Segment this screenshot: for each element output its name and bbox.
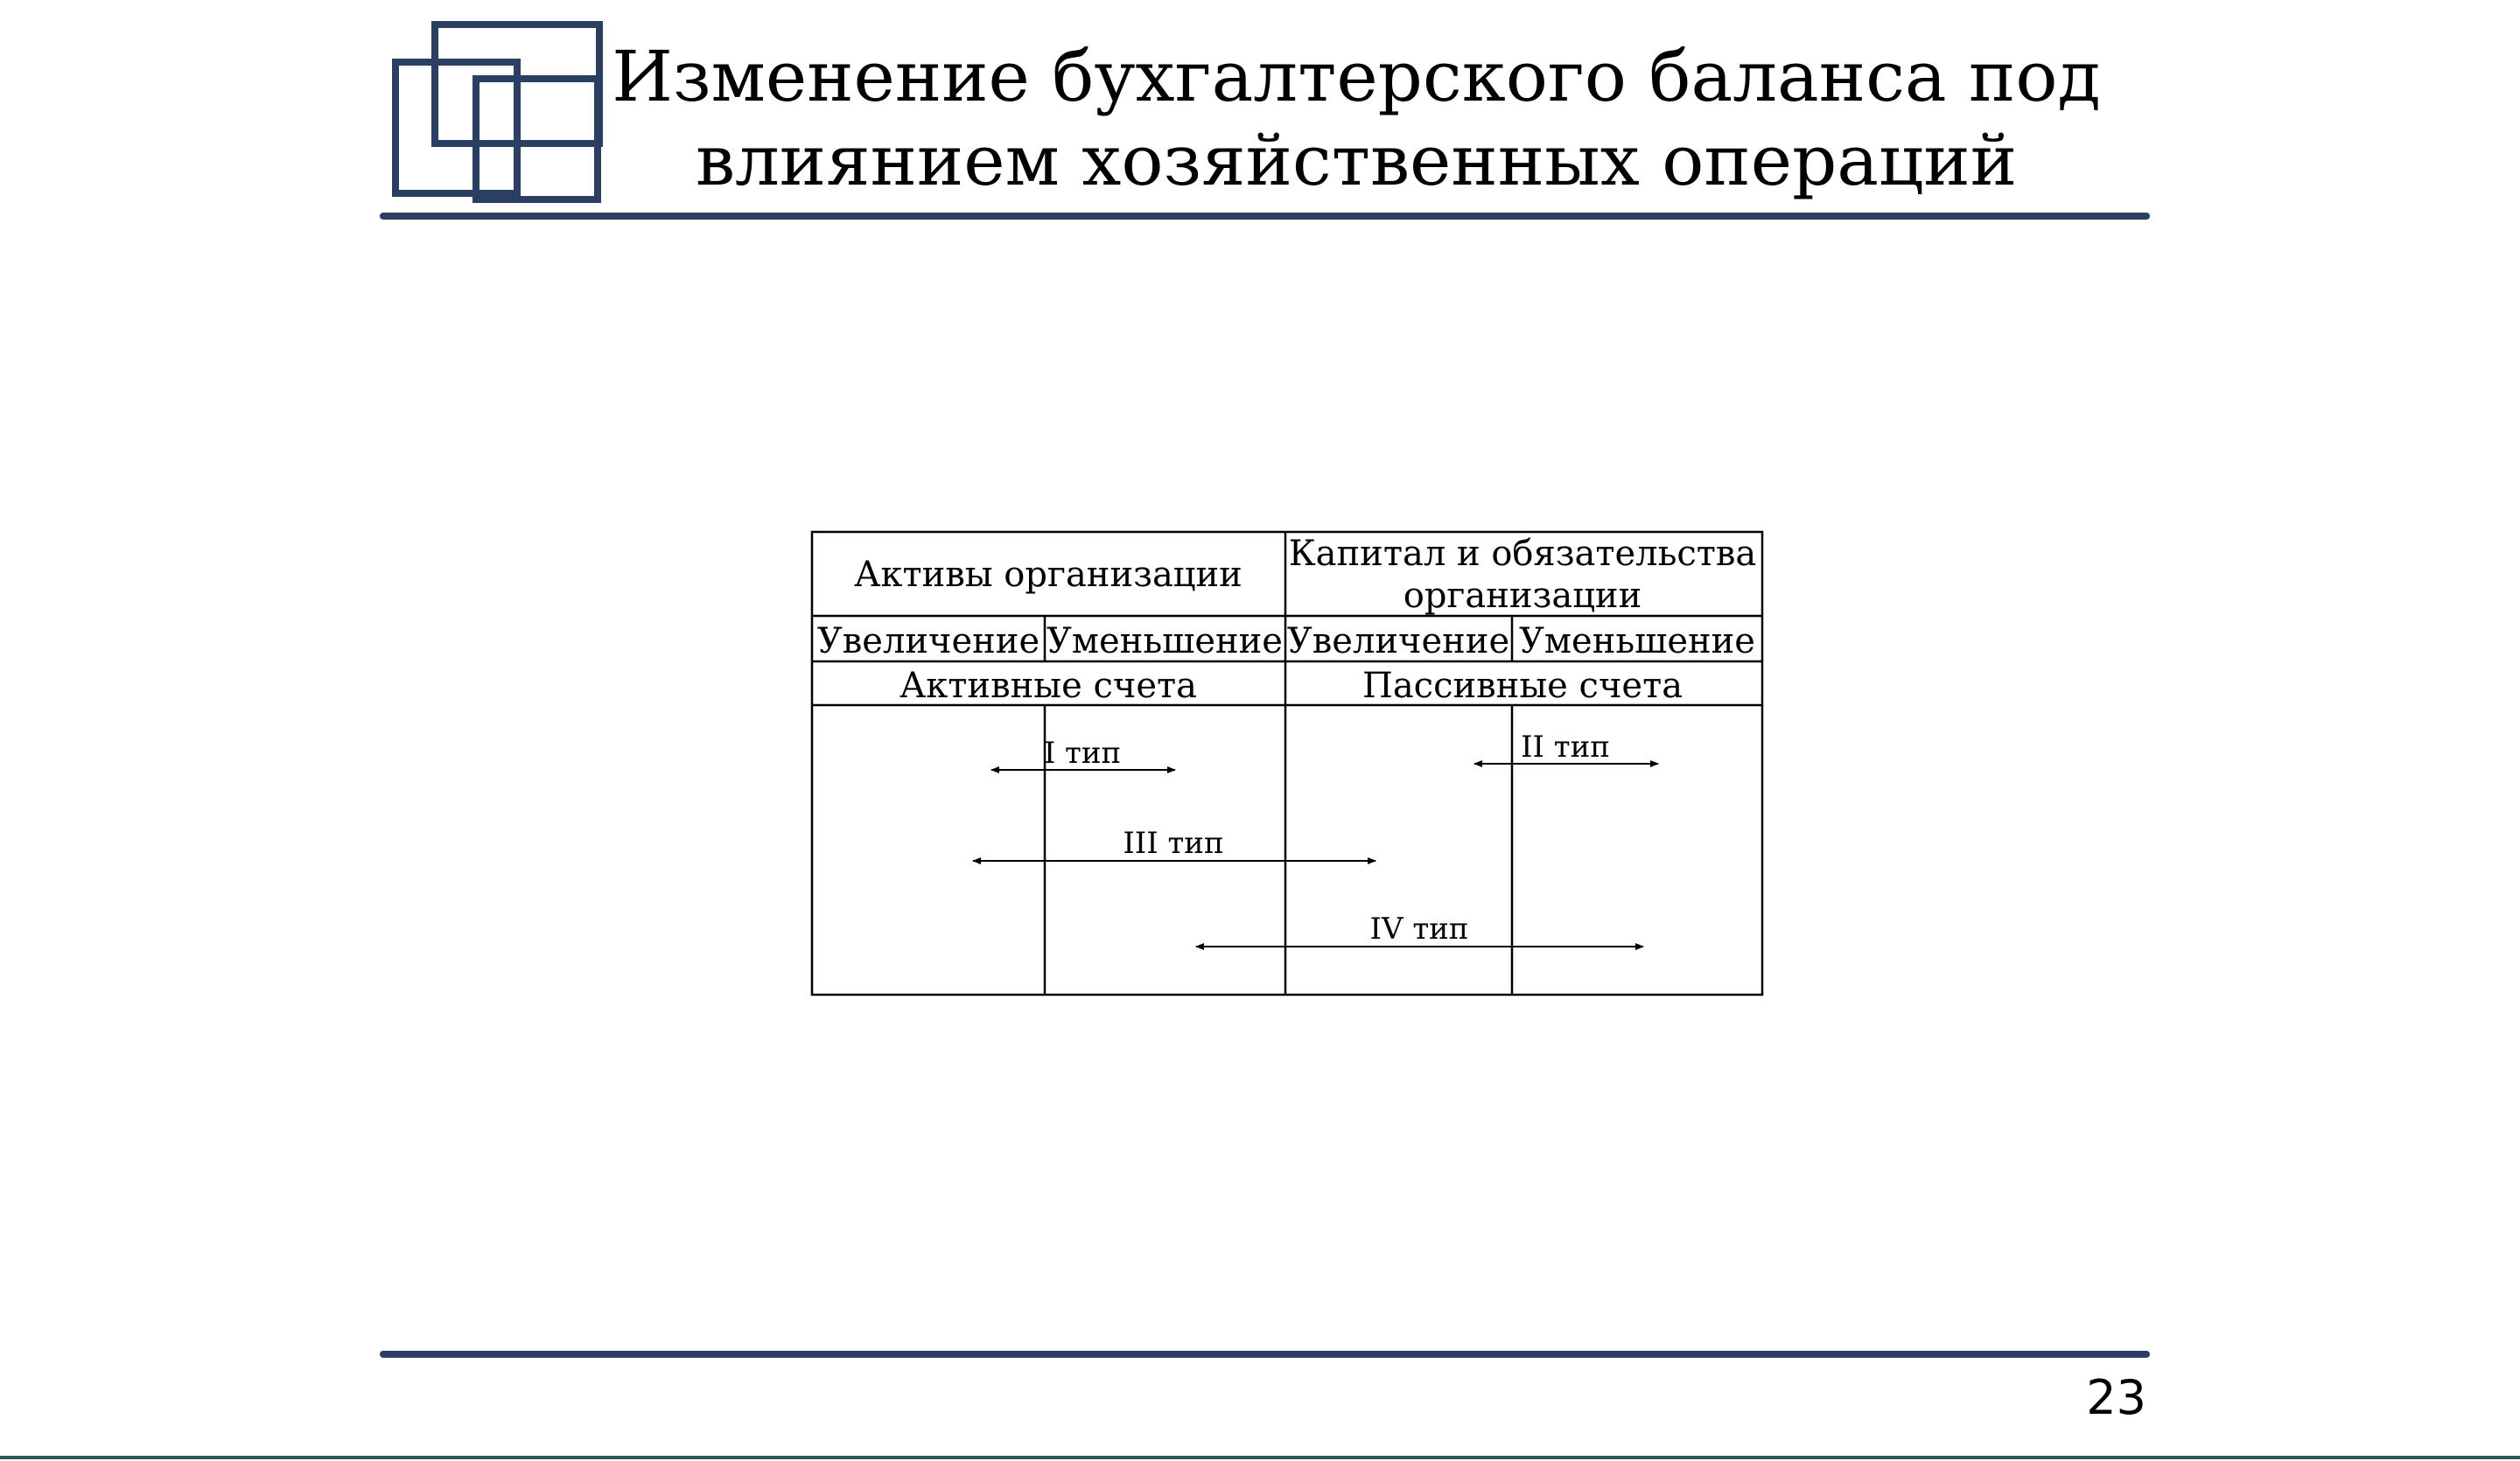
passive-accounts-label: Пассивные счета: [1362, 666, 1684, 706]
footer-edge-line: [0, 1456, 2520, 1459]
liabilities-header-line-1: Капитал и обязательства: [1288, 534, 1757, 574]
page-number: 23: [2086, 1370, 2146, 1425]
slide-title-line-2: влиянием хозяйственных операций: [695, 120, 2018, 201]
operation-label-type-1: I тип: [1043, 736, 1122, 771]
footer-divider: [380, 1351, 2150, 1358]
subheader-assets-increase: Увеличение: [816, 621, 1040, 661]
assets-header: Активы организации: [854, 555, 1242, 595]
operation-label-type-3: III тип: [1123, 826, 1224, 861]
slide-title-line-1: Изменение бухгалтерского баланса под: [612, 36, 2101, 117]
operation-label-type-2: II тип: [1521, 730, 1610, 765]
subheader-assets-decrease: Уменьшение: [1046, 621, 1283, 661]
operation-label-type-4: IV тип: [1369, 912, 1469, 947]
liabilities-header-line-2: организации: [1403, 576, 1642, 616]
subheader-liabilities-decrease: Уменьшение: [1519, 621, 1755, 661]
active-accounts-label: Активные счета: [900, 666, 1197, 706]
subheader-liabilities-increase: Увеличение: [1286, 621, 1510, 661]
